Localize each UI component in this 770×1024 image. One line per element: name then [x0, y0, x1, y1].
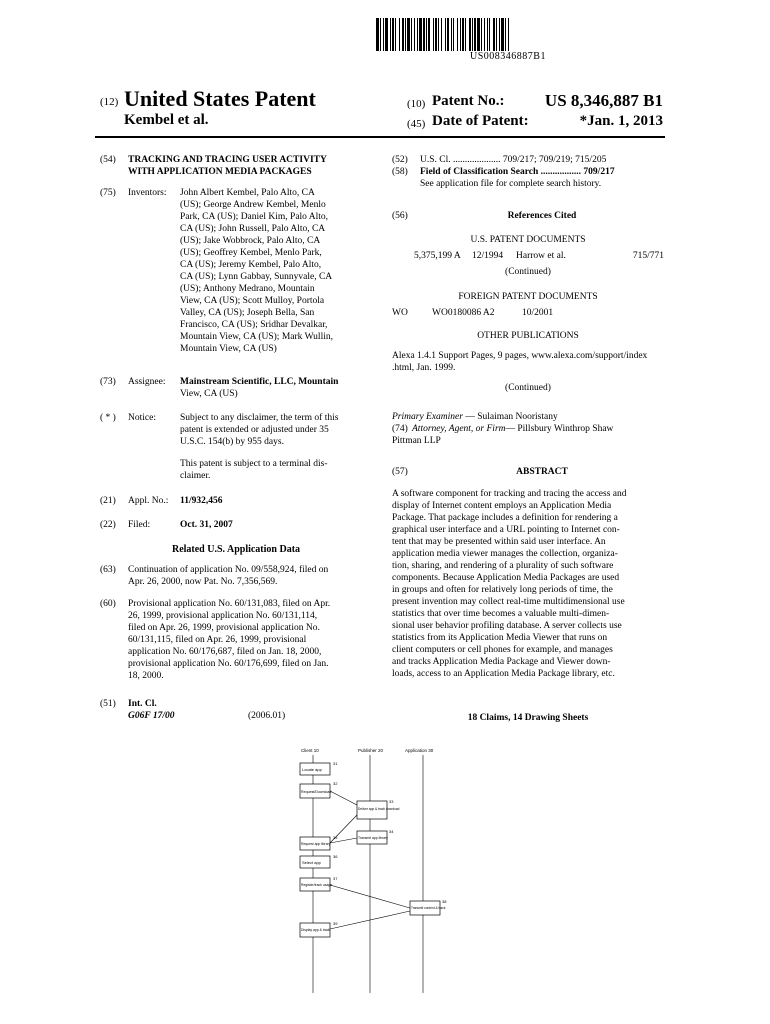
code-63: (63) — [100, 565, 116, 575]
ref-39: 39 — [333, 921, 338, 926]
foreign-docs-title: FOREIGN PATENT DOCUMENTS — [458, 292, 598, 302]
inventor-line: View, CA (US); Scott Mulloy, Portola — [180, 296, 325, 306]
appl-section — [100, 495, 372, 507]
notice-line1: Subject to any disclaimer, the term of this — [180, 413, 339, 423]
code-57: (57) — [392, 467, 408, 477]
us-patent-docs-title: U.S. PATENT DOCUMENTS — [470, 235, 586, 245]
field-search-text: Field of Classification Search ................. 709/217 — [420, 167, 615, 177]
intcl-label: Int. Cl. — [128, 699, 157, 709]
arrow-1 — [330, 791, 357, 805]
inventor-line: (US); George Andrew Kembel, Menlo — [180, 200, 326, 210]
us-doc-number: 5,375,199 A — [414, 251, 461, 261]
inventor-line: Valley, CA (US); Joseph Bella, San — [180, 308, 315, 318]
inventor-line: (US); Geoffrey Kembel, Menlo Park, — [180, 248, 322, 258]
box-transmit-content-text: Transmit content & track — [411, 906, 446, 910]
ref-36: 36 — [333, 854, 338, 859]
uscl-section — [392, 154, 664, 190]
abstract-line: A software component for tracking and tracing the access and — [392, 489, 627, 499]
uscl-text: U.S. Cl. .................... 709/217; 709/219; 715/205 — [420, 155, 607, 165]
code-21: (21) — [100, 496, 116, 506]
notice-section — [100, 412, 372, 482]
abstract-line: application media viewer manages the collection, organiza- — [392, 549, 618, 559]
filed-section — [100, 519, 372, 531]
inventors-list — [180, 187, 372, 355]
col-client-label: Client 10 — [301, 748, 319, 753]
box-transmit-library-text: Transmit app library — [358, 836, 388, 840]
related-data-title: Related U.S. Application Data — [171, 544, 301, 555]
terminal-line1: This patent is subject to a terminal dis- — [180, 459, 328, 469]
continuation-line1: Continuation of application No. 09/558,924, filed on — [128, 565, 329, 575]
us-doc-date: 12/1994 — [472, 251, 504, 261]
abstract-line: tion, sharing, and rendering of a plurality of such software — [392, 561, 614, 571]
barcode — [376, 18, 664, 51]
continued-2: (Continued) — [505, 383, 551, 393]
foreign-doc-date: 10/2001 — [522, 308, 554, 318]
examiner-label: Primary Examiner — [392, 412, 463, 422]
box-register-usage-text: Register/track usage — [301, 883, 333, 887]
inventors-label: Inventors: — [128, 188, 167, 198]
abstract-header — [392, 466, 664, 478]
abstract-line: statistics from its Application Media Viewer that runs on — [392, 633, 608, 643]
ref-37: 37 — [333, 876, 338, 881]
examiner-section — [392, 411, 664, 447]
code-75: (75) — [100, 188, 116, 198]
col-publisher-label: Publisher 20 — [358, 748, 384, 753]
provisional-line: 18, 2000. — [128, 671, 164, 681]
provisional-line: 26, 1999, provisional application No. 60/131,114, — [128, 611, 318, 621]
code-12: (12) — [100, 96, 119, 108]
provisional-line: filed on Apr. 26, 1999, provisional application No. — [128, 623, 320, 633]
provisional-line: application No. 60/176,687, filed on Jan. 18, 2000, — [128, 647, 322, 657]
inventor-line: (US); Jake Wobbrock, Palo Alto, CA — [180, 236, 321, 246]
barcode-number: US008346887B1 — [470, 51, 546, 62]
col-application-label: Application 30 — [405, 748, 434, 753]
terminal-line2: claimer. — [180, 471, 211, 481]
inventors-section — [100, 187, 372, 355]
other-pub-line2: .html, Jan. 1999. — [392, 363, 456, 373]
patent-date: *Jan. 1, 2013 — [579, 113, 663, 129]
code-notice: ( * ) — [100, 413, 116, 423]
date-label: Date of Patent: — [432, 113, 529, 129]
code-51: (51) — [100, 699, 116, 709]
us-doc-name: Harrow et al. — [516, 251, 566, 261]
abstract-line: client computers or cell phones for example, and manages — [392, 645, 613, 655]
inventor-line: CA (US); Jeremy Kembel, Palo Alto, — [180, 260, 322, 270]
appl-number: 11/932,456 — [180, 496, 223, 506]
code-52: (52) — [392, 155, 408, 165]
ref-32: 32 — [333, 781, 338, 786]
abstract-line: Package. That package includes a definition for rendering a — [392, 513, 618, 523]
continued-1: (Continued) — [505, 267, 551, 277]
abstract-line: statistics that over time becomes a valuable multi-dimen- — [392, 609, 610, 619]
invention-title-line2: WITH APPLICATION MEDIA PACKAGES — [128, 167, 312, 177]
code-73: (73) — [100, 377, 116, 387]
abstract-line: and tracks Application Media Package and Viewer down- — [392, 657, 611, 667]
ref-35: 35 — [333, 835, 338, 840]
filed-label: Filed: — [128, 520, 151, 530]
code-45: (45) — [407, 118, 426, 130]
claims-summary: 18 Claims, 14 Drawing Sheets — [467, 713, 589, 723]
code-74: (74) — [392, 424, 408, 434]
header-rule — [95, 136, 665, 138]
abstract-line: display of Internet content employs an Application Media — [392, 501, 612, 511]
examiner-name: — Sulaiman Nooristany — [462, 412, 558, 422]
intcl-year: (2006.01) — [248, 711, 286, 721]
refs-header — [392, 210, 664, 222]
abstract-title: ABSTRACT — [516, 467, 568, 477]
filed-date: Oct. 31, 2007 — [180, 520, 233, 530]
code-58: (58) — [392, 167, 408, 177]
provisional-list — [128, 598, 372, 682]
attorney-name: — Pillsbury Winthrop Shaw — [505, 424, 614, 434]
box-locate-app-text: Locate app — [302, 767, 322, 772]
notice-line2: patent is extended or adjusted under 35 — [180, 425, 329, 435]
box-request-download-text: Request/Download — [301, 790, 332, 794]
provisional-section — [100, 598, 372, 682]
patent-number: US 8,346,887 B1 — [544, 91, 663, 110]
box-display-app-text: Display app & track — [301, 928, 331, 932]
attorney-label: Attorney, Agent, or Firm — [412, 424, 506, 434]
inventor-line: Francisco, CA (US); Sridhar Devalkar, — [180, 320, 328, 330]
assignee-section — [100, 376, 372, 400]
barcode-bar — [509, 18, 511, 51]
abstract-line: loads, access to an Application Media Package library, etc. — [392, 669, 615, 679]
flowchart-figure — [285, 743, 475, 1015]
code-22: (22) — [100, 520, 116, 530]
inventor-line: Mountain View, CA (US) — [180, 344, 277, 354]
inventor-line: CA (US); John Russell, Palo Alto, CA — [180, 224, 326, 234]
provisional-line: Provisional application No. 60/131,083, filed on Apr. — [128, 599, 331, 609]
ref-31: 31 — [333, 761, 338, 766]
patent-no-label: Patent No.: — [432, 93, 505, 109]
assignee-line1: Mainstream Scientific, LLC, Mountain — [180, 377, 339, 387]
foreign-doc-row — [392, 307, 664, 319]
assignee-line2: View, CA (US) — [180, 389, 238, 399]
us-doc-class: 715/771 — [632, 251, 664, 261]
code-54: (54) — [100, 155, 116, 165]
box-deliver-app-text: Deliver app & track download — [358, 807, 400, 811]
patent-type-title: United States Patent — [124, 86, 316, 111]
us-doc-row — [392, 250, 664, 262]
abstract-line: graphical user interface and a URL pointing to Internet con- — [392, 525, 620, 535]
title-section — [100, 154, 372, 178]
box-select-app-text: Select app — [302, 860, 321, 865]
invention-title-line1: TRACKING AND TRACING USER ACTIVITY — [128, 155, 327, 165]
appl-label: Appl. No.: — [128, 496, 169, 506]
other-pub-line1: Alexa 1.4.1 Support Pages, 9 pages, www.alexa.com/support/index — [392, 351, 648, 361]
ref-38: 38 — [442, 899, 447, 904]
code-56: (56) — [392, 211, 408, 221]
inventor-line: CA (US); Lynn Gabbay, Sunnyvale, CA — [180, 272, 333, 282]
foreign-doc-number: WO0180086 A2 — [432, 308, 495, 318]
references-cited-title: References Cited — [507, 211, 577, 221]
abstract-line: tent that may be presented within said user interface. An — [392, 537, 606, 547]
assignee-label: Assignee: — [128, 377, 166, 387]
continuation-section — [100, 564, 372, 588]
field-search-note: See application file for complete search history. — [420, 179, 602, 189]
ref-34: 34 — [389, 829, 394, 834]
attorney-line2: Pittman LLP — [392, 436, 441, 446]
abstract-body — [392, 488, 664, 680]
inventor-line: Park, CA (US); Daniel Kim, Palo Alto, — [180, 212, 329, 222]
code-10: (10) — [407, 98, 426, 110]
intcl-class: G06F 17/00 — [128, 711, 175, 721]
inventor-line: Mountain View, CA (US); Mark Wullin, — [180, 332, 333, 342]
box-request-library-text: Request app library — [301, 842, 331, 846]
foreign-doc-country: WO — [392, 308, 408, 318]
patent-authors: Kembel et al. — [124, 112, 209, 128]
other-pubs-title: OTHER PUBLICATIONS — [477, 331, 579, 341]
abstract-line: components. Because Application Media Packages are used — [392, 573, 620, 583]
abstract-line: sional user behavior profiling database. A server collects use — [392, 621, 622, 631]
provisional-line: 60/131,115, filed on Apr. 26, 1999, provisional — [128, 635, 307, 645]
code-60: (60) — [100, 599, 116, 609]
intcl-section — [100, 698, 372, 722]
other-pubs — [392, 350, 664, 374]
provisional-line: provisional application No. 60/176,699, filed on Jan. — [128, 659, 329, 669]
notice-label: Notice: — [128, 413, 156, 423]
inventor-line: (US); Anthony Medrano, Mountain — [180, 284, 315, 294]
continuation-line2: Apr. 26, 2000, now Pat. No. 7,356,569. — [128, 577, 278, 587]
ref-33: 33 — [389, 799, 394, 804]
notice-line3: U.S.C. 154(b) by 955 days. — [180, 437, 284, 447]
inventor-line: John Albert Kembel, Palo Alto, CA — [180, 188, 315, 198]
abstract-line: present invention may collect real-time multidimensional use — [392, 597, 625, 607]
abstract-line: in groups and often for relatively long periods of time, the — [392, 585, 613, 595]
